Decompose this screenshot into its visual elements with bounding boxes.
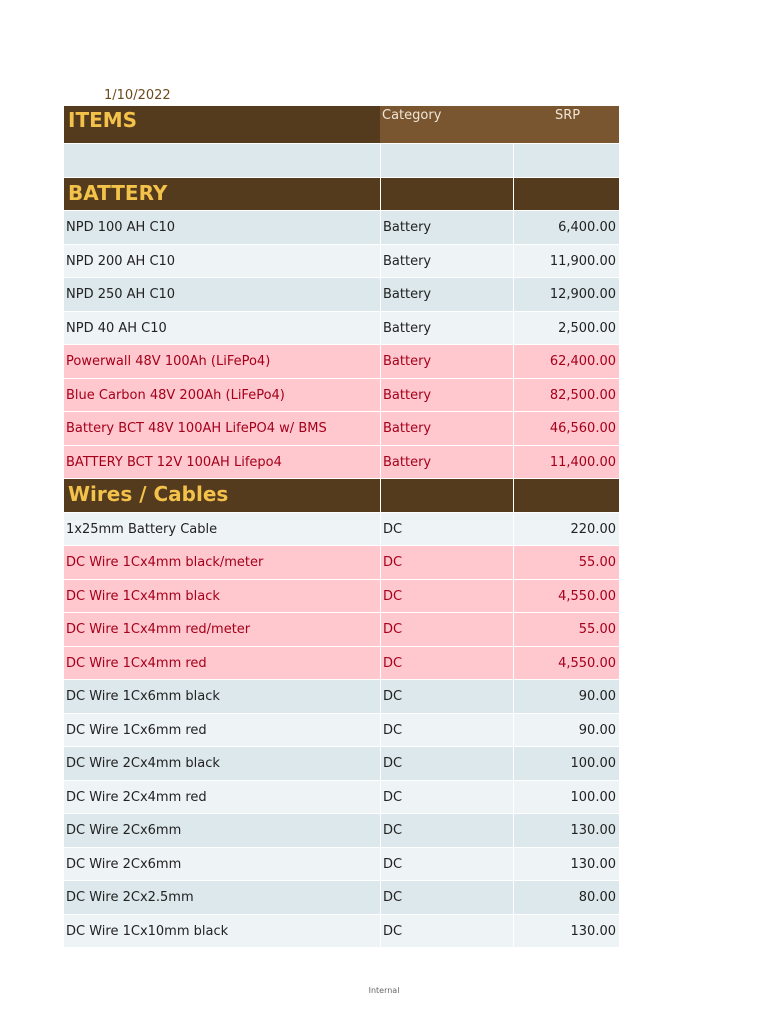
srp-cell: 12,900.00 [513, 278, 619, 311]
table-row [64, 412, 619, 446]
section-title: BATTERY [68, 180, 168, 205]
item-name-cell: DC Wire 1Cx4mm black [66, 588, 220, 604]
category-cell: Battery [380, 245, 513, 278]
category-cell: Battery [380, 211, 513, 244]
item-name-cell: NPD 250 AH C10 [66, 287, 176, 302]
item-name-cell: 1x25mm Battery Cable [66, 521, 218, 537]
category-cell: DC [380, 915, 513, 948]
table-row [64, 580, 619, 614]
item-name-cell: BATTERY BCT 12V 100AH Lifepo4 [66, 454, 282, 470]
table-row [64, 211, 619, 245]
table-row [64, 278, 619, 312]
table-row [64, 714, 619, 748]
footer-label: Internal [368, 986, 400, 995]
category-cell: DC [380, 680, 513, 713]
category-cell: DC [380, 714, 513, 747]
category-cell: Battery [380, 412, 513, 445]
document-date: 1/10/2022 [104, 88, 171, 103]
srp-cell: 62,400.00 [513, 345, 619, 378]
table-row [64, 546, 619, 580]
blank-cell [513, 144, 619, 177]
item-name-cell: DC Wire 1Cx4mm black/meter [66, 555, 264, 570]
srp-cell: 90.00 [513, 714, 619, 747]
item-name-cell: DC Wire 1Cx6mm black [66, 689, 220, 704]
category-cell: DC [380, 747, 513, 780]
table-row [64, 881, 619, 915]
category-column-header: Category [382, 108, 442, 123]
srp-cell: 2,500.00 [513, 312, 619, 345]
section-header-row [64, 178, 619, 212]
srp-cell: 80.00 [513, 881, 619, 914]
table-row [64, 513, 619, 547]
table-row [64, 814, 619, 848]
table-row [64, 680, 619, 714]
item-name-cell: Blue Carbon 48V 200Ah (LiFePo4) [66, 387, 285, 403]
category-cell: Battery [380, 446, 513, 479]
category-cell: DC [380, 881, 513, 914]
category-cell: DC [380, 814, 513, 847]
table-row [64, 245, 619, 279]
category-cell: DC [380, 513, 513, 546]
table-header [64, 106, 619, 144]
category-cell: Battery [380, 278, 513, 311]
category-cell: DC [380, 580, 513, 613]
item-name-cell: DC Wire 1Cx4mm red [66, 655, 207, 671]
item-name-cell: NPD 40 AH C10 [66, 320, 167, 336]
item-name-cell: DC Wire 2Cx4mm red [66, 789, 207, 805]
table-row [64, 379, 619, 413]
item-name-cell: NPD 100 AH C10 [66, 220, 176, 235]
table-row [64, 848, 619, 882]
section-header-row [64, 479, 619, 513]
items-column-header: ITEMS [64, 106, 380, 143]
item-name-cell: DC Wire 2Cx2.5mm [66, 890, 194, 905]
srp-cell: 11,900.00 [513, 245, 619, 278]
srp-cell: 130.00 [513, 814, 619, 847]
table-body [64, 178, 619, 949]
srp-cell: 11,400.00 [513, 446, 619, 479]
blank-row [64, 144, 619, 178]
srp-cell: 6,400.00 [513, 211, 619, 244]
item-name-cell: DC Wire 1Cx6mm red [66, 722, 207, 738]
table-row [64, 446, 619, 480]
item-name-cell: DC Wire 2Cx6mm [66, 856, 182, 872]
category-cell: DC [380, 546, 513, 579]
item-name-cell: DC Wire 2Cx4mm black [66, 756, 220, 771]
srp-cell: 130.00 [513, 915, 619, 948]
category-cell: DC [380, 613, 513, 646]
srp-cell: 4,550.00 [513, 647, 619, 680]
category-cell: DC [380, 647, 513, 680]
table-row [64, 647, 619, 681]
item-name-cell: DC Wire 2Cx6mm [66, 823, 182, 838]
srp-column-header: SRP [555, 108, 581, 123]
table-row [64, 312, 619, 346]
category-cell: DC [380, 781, 513, 814]
srp-cell: 4,550.00 [513, 580, 619, 613]
srp-cell: 82,500.00 [513, 379, 619, 412]
blank-cell [380, 144, 513, 177]
blank-cell [64, 144, 380, 177]
table-row [64, 613, 619, 647]
table-row [64, 781, 619, 815]
section-empty-cell [513, 479, 619, 512]
item-name-cell: Powerwall 48V 100Ah (LiFePo4) [66, 354, 271, 369]
item-name-cell: DC Wire 1Cx4mm red/meter [66, 622, 251, 637]
item-name-cell: Battery BCT 48V 100AH LifePO4 w/ BMS [66, 421, 327, 436]
table-row [64, 747, 619, 781]
srp-cell: 90.00 [513, 680, 619, 713]
section-empty-cell [513, 178, 619, 211]
item-name-cell: NPD 200 AH C10 [66, 253, 176, 269]
srp-cell: 100.00 [513, 747, 619, 780]
table-row [64, 915, 619, 949]
category-cell: Battery [380, 312, 513, 345]
item-name-cell: DC Wire 1Cx10mm black [66, 923, 229, 939]
category-cell: Battery [380, 345, 513, 378]
section-empty-cell [380, 178, 513, 211]
table-row [64, 345, 619, 379]
section-title: Wires / Cables [68, 482, 229, 506]
category-cell: DC [380, 848, 513, 881]
srp-cell: 100.00 [513, 781, 619, 814]
srp-cell: 130.00 [513, 848, 619, 881]
srp-cell: 55.00 [513, 546, 619, 579]
srp-cell: 46,560.00 [513, 412, 619, 445]
section-empty-cell [380, 479, 513, 512]
srp-cell: 55.00 [513, 613, 619, 646]
category-cell: Battery [380, 379, 513, 412]
price-list-table [64, 106, 619, 948]
srp-cell: 220.00 [513, 513, 619, 546]
